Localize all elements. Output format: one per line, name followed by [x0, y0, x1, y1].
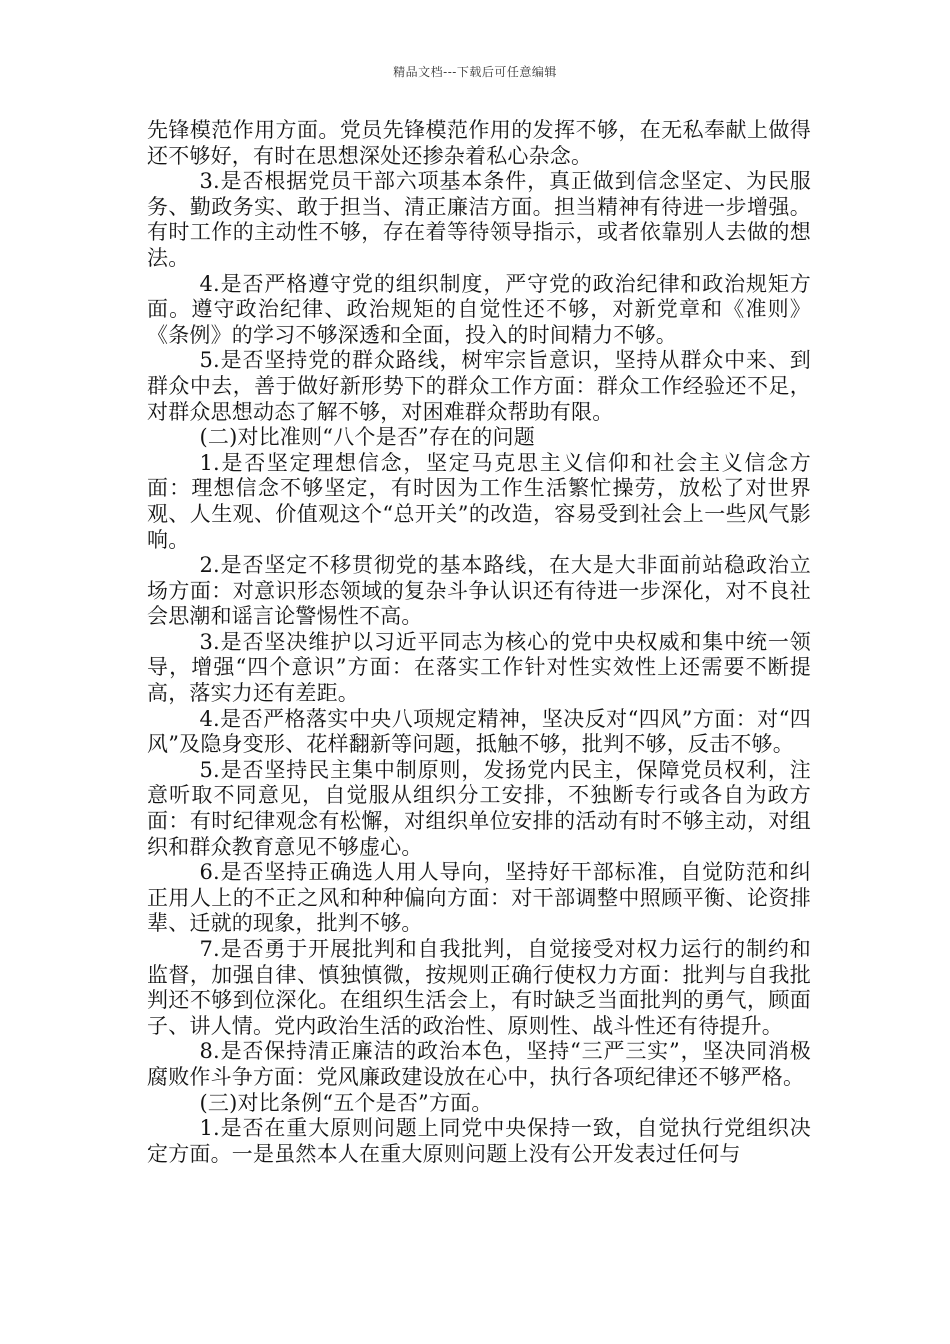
page-header: 精品文档---下载后可任意编辑	[393, 65, 557, 79]
paragraph-eight-3: 3.是否坚决维护以习近平同志为核心的党中央权威和集中统一领导，增强“四个意识”方面：在落实工作针对性实效性上还需要不断提高，落实力还有差距。	[147, 629, 811, 706]
paragraph-eight-6: 6.是否坚持正确选人用人导向，坚持好干部标准，自觉防范和纠正用人上的不正之风和种种偏向方面：对干部调整中照顾平衡、论资排辈、迁就的现象，批判不够。	[147, 860, 811, 936]
paragraph-eight-4: 4.是否严格落实中央八项规定精神，坚决反对“四风”方面：对“四风”及隐身变形、花样翻新等问题，抵触不够，批判不够，反击不够。	[147, 706, 811, 757]
section-heading-two: (二)对比准则“八个是否”存在的问题	[199, 425, 535, 450]
document-body	[147, 118, 811, 1167]
paragraph-item-5-mass-line: 5.是否坚持党的群众路线，树牢宗旨意识，坚持从群众中来、到群众中去，善于做好新形势下的群众工作方面：群众工作经验还不足，对群众思想动态了解不够，对困难群众帮助有限。	[147, 348, 811, 424]
paragraph-eight-5: 5.是否坚持民主集中制原则，发扬党内民主，保障党员权利，注意听取不同意见，自觉服从组织分工安排，不独断专行或各自为政方面：有时纪律观念有松懈，对组织单位安排的活动有时不够主动，对组织和群众教育意见不够虚心。	[147, 757, 811, 859]
section-heading-three: (三)对比条例“五个是否”方面。	[199, 1090, 493, 1115]
paragraph-eight-2: 2.是否坚定不移贯彻党的基本路线，在大是大非面前站稳政治立场方面：对意识形态领域的复杂斗争认识还有待进一步深化，对不良社会思潮和谣言论警惕性不高。	[147, 553, 811, 629]
paragraph-item-4-organization-rules: 4.是否严格遵守党的组织制度，严守党的政治纪律和政治规矩方面。遵守政治纪律、政治规矩的自觉性还不够，对新党章和《准则》《条例》的学习不够深透和全面，投入的时间精力不够。	[147, 271, 811, 347]
paragraph-eight-1: 1.是否坚定理想信念，坚定马克思主义信仰和社会主义信念方面：理想信念不够坚定，有时因为工作生活繁忙操劳，放松了对世界观、人生观、价值观这个“总开关”的改造，容易受到社会上一些风气影响。	[147, 450, 811, 552]
paragraph-continuation: 先锋模范作用方面。党员先锋模范作用的发挥不够，在无私奉献上做得还不够好，有时在思想深处还掺杂着私心杂念。	[147, 118, 811, 168]
paragraph-eight-7: 7.是否勇于开展批判和自我批判，自觉接受对权力运行的制约和监督，加强自律、慎独慎微，按规则正确行使权力方面：批判与自我批判还不够到位深化。在组织生活会上，有时缺乏当面批判的勇气，顾面子、讲人情。党内政治生活的政治性、原则性、战斗性还有待提升。	[147, 937, 811, 1038]
paragraph-five-1: 1.是否在重大原则问题上同党中央保持一致，自觉执行党组织决定方面。一是虽然本人在重大原则问题上没有公开发表过任何与	[147, 1116, 811, 1166]
paragraph-item-3-party-conditions: 3.是否根据党员干部六项基本条件，真正做到信念坚定、为民服务、勤政务实、敢于担当、清正廉洁方面。担当精神有待进一步增强。有时工作的主动性不够，存在着等待领导指示，或者依靠别人去做的想法。	[147, 169, 811, 270]
paragraph-eight-8: 8.是否保持清正廉洁的政治本色，坚持“三严三实”，坚决同消极腐败作斗争方面：党风廉政建设放在心中，执行各项纪律还不够严格。	[147, 1039, 811, 1089]
